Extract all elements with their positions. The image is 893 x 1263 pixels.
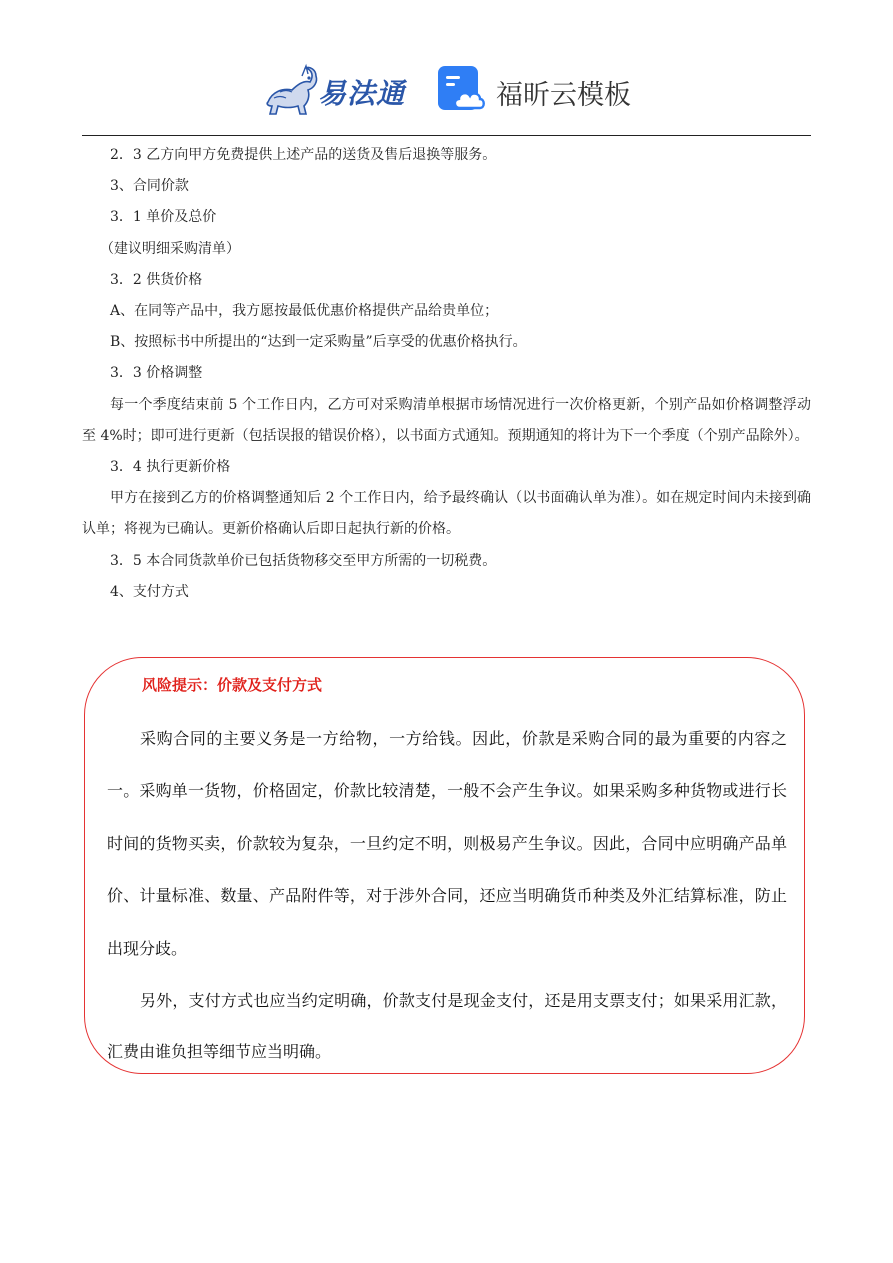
clause-3-3: 3．3 价格调整 bbox=[110, 365, 203, 382]
risk-warning-title: 风险提示：价款及支付方式 bbox=[142, 676, 323, 694]
qilin-emblem-icon bbox=[262, 62, 320, 118]
risk-paragraph-2: 另外，支付方式也应当约定明确，价款支付是现金支付，还是用支票支付；如果采用汇款，汇费由谁负担等细节应当明确。 bbox=[107, 991, 787, 1062]
page-header bbox=[0, 58, 893, 122]
clause-3-1-note: （建议明细采购清单） bbox=[100, 240, 240, 257]
cloud-document-icon bbox=[436, 64, 486, 114]
clause-3-4: 3．4 执行更新价格 bbox=[110, 459, 231, 476]
section-4-heading: 4、支付方式 bbox=[110, 583, 189, 600]
clause-3-5: 3．5 本合同货款单价已包括货物移交至甲方所需的一切税费。 bbox=[110, 552, 497, 569]
clause-3-1: 3．1 单价及总价 bbox=[110, 209, 217, 226]
risk-warning-body bbox=[107, 713, 787, 1077]
clause-3-2-b: B、按照标书中所提出的“达到一定采购量”后享受的优惠价格执行。 bbox=[110, 334, 527, 351]
foxit-cloud-template-text: 福昕云模板 bbox=[496, 80, 631, 111]
yifatong-logo bbox=[262, 62, 412, 118]
yifatong-logo-text: 易法通 bbox=[318, 77, 406, 110]
risk-warning-box bbox=[84, 657, 805, 1074]
risk-paragraph-1: 采购合同的主要义务是一方给物，一方给钱。因此，价款是采购合同的最为重要的内容之一。采购单一货物，价格固定，价款比较清楚，一般不会产生争议。如果采购多种货物或进行长时间的货物买卖，价款较为复杂，一旦约定不明，则极易产生争议。因此，合同中应明确产品单价、计量标准、数量、产品附件等，对于涉外合同，还应当明确货币种类及外汇结算标准，防止出现分歧。 bbox=[107, 729, 787, 958]
clause-2-3: 2．3 乙方向甲方免费提供上述产品的送货及售后退换等服务。 bbox=[110, 147, 497, 163]
clause-3-2-a: A、在同等产品中，我方愿按最低优惠价格提供产品给贵单位； bbox=[110, 303, 499, 320]
contract-body bbox=[82, 140, 811, 608]
section-3-heading: 3、合同价款 bbox=[110, 178, 189, 195]
clause-3-3-text: 每一个季度结束前 5 个工作日内，乙方可对采购清单根据市场情况进行一次价格更新，个别产品如价格调整浮动至 4%时；即可进行更新（包括误报的错误价格），以书面方式通知。预期通知的将计为下一个季度（个别产品除外）。 bbox=[82, 396, 811, 444]
clause-3-2: 3．2 供货价格 bbox=[110, 271, 203, 288]
foxit-cloud-template-logo bbox=[436, 64, 636, 116]
clause-3-4-text: 甲方在接到乙方的价格调整通知后 2 个工作日内，给予最终确认（以书面确认单为准）。如在规定时间内未接到确认单；将视为已确认。更新价格确认后即日起执行新的价格。 bbox=[82, 490, 811, 538]
header-divider bbox=[82, 135, 811, 136]
